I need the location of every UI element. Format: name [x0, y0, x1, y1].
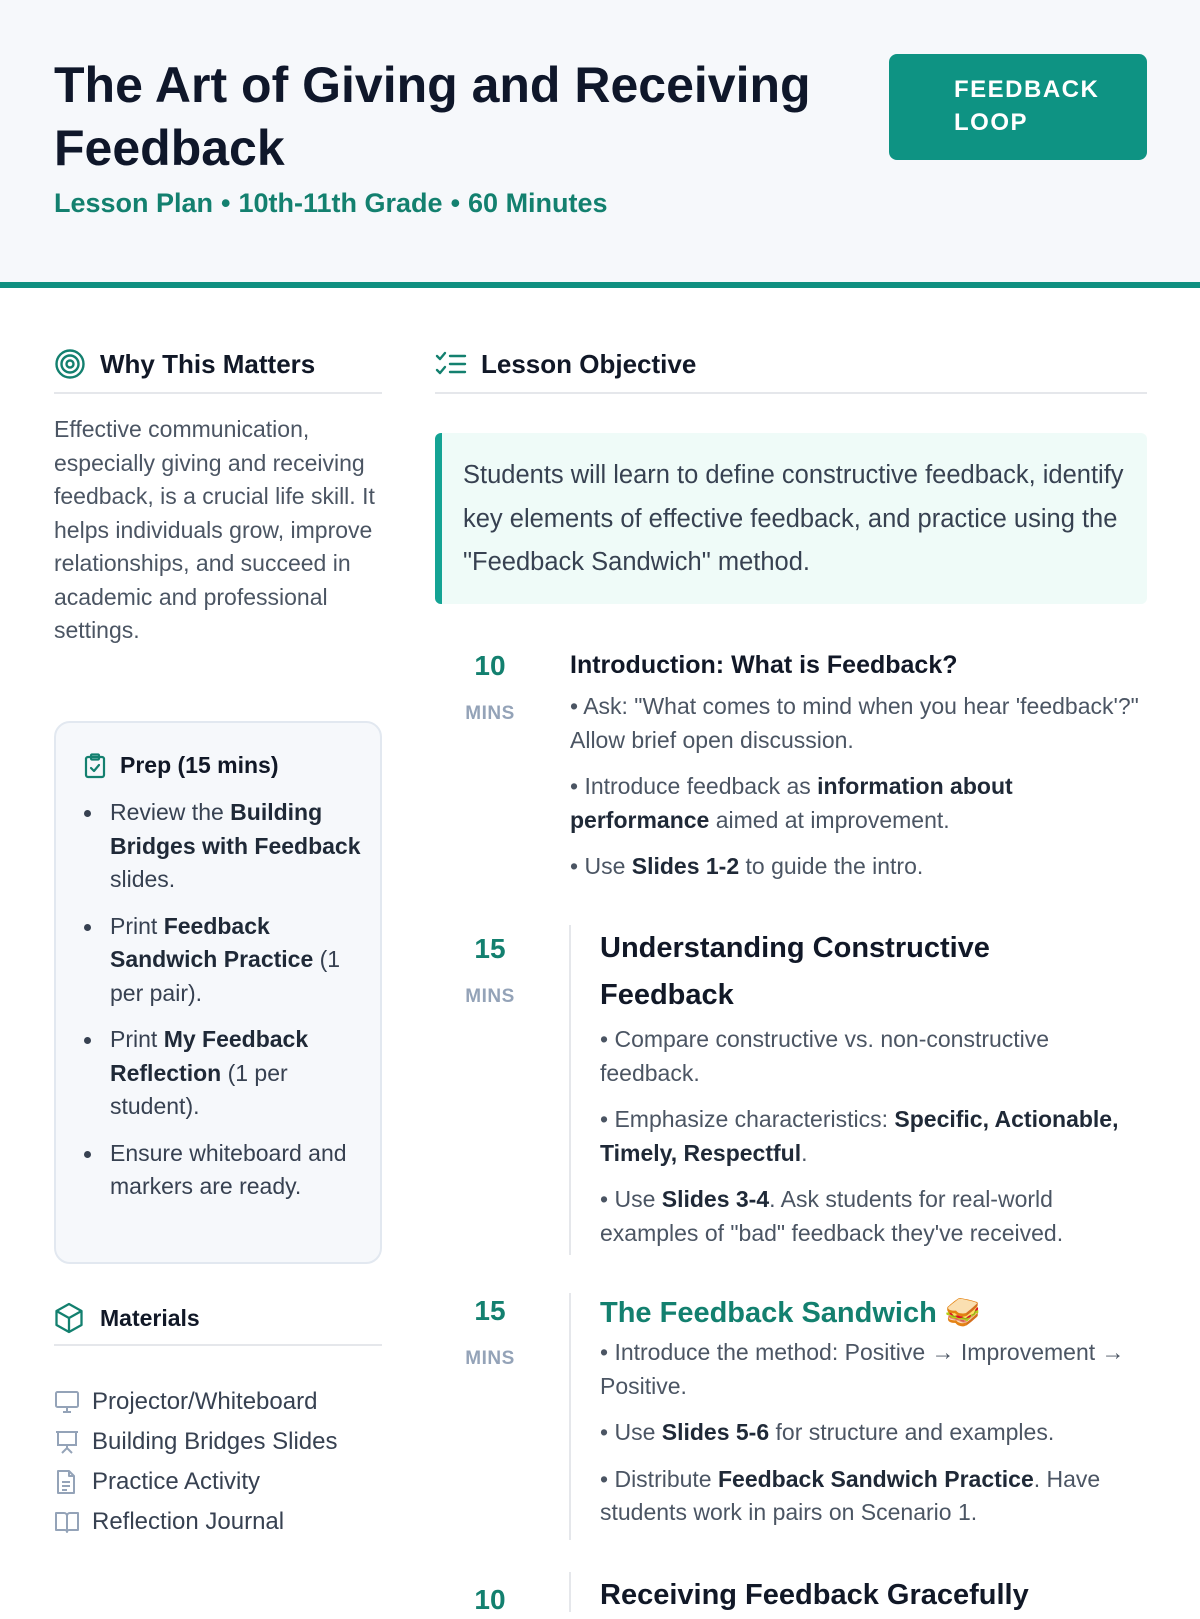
step-minutes: 10 [474, 650, 506, 681]
why-text: Effective communication, especially giving and receiving feedback, is a crucial life skill. It helps individuals grow, improve relationships, and succeed in academic and professional settings. [54, 416, 375, 643]
step-minutes-label: MINS [465, 986, 515, 1007]
presentation-icon [54, 1430, 92, 1454]
clipboard-check-icon [84, 753, 106, 779]
page-header [0, 0, 1200, 288]
prep-item: Review the Building Bridges with Feedback slides. [82, 796, 364, 897]
step-content [570, 646, 1150, 884]
book-icon [54, 1510, 92, 1534]
why-heading: Why This Matters [100, 348, 316, 379]
step-bullet: • Use Slides 3-4. Ask students for real-world examples of "bad" feedback they've received. [600, 1183, 1149, 1250]
materials-heading-row [54, 1296, 382, 1346]
step-title: Introduction: What is Feedback? [570, 651, 958, 679]
step-bullet: • Use Slides 5-6 for structure and examples. [600, 1416, 1149, 1450]
prep-item: Print Feedback Sandwich Practice (1 per pair). [82, 910, 364, 1011]
step-bullet: • Distribute Feedback Sandwich Practice. Have students work in pairs on Scenario 1. [600, 1463, 1149, 1530]
feedback-loop-badge [889, 54, 1147, 160]
step-minutes: 15 [474, 1295, 506, 1326]
prep-item: Ensure whiteboard and markers are ready. [82, 1137, 364, 1204]
step-bullet: • Compare constructive vs. non-constructive feedback. [600, 1023, 1149, 1090]
material-item: Projector/Whiteboard [54, 1382, 384, 1422]
step-minutes-label: MINS [465, 703, 515, 724]
prep-item: Print My Feedback Reflection (1 per student). [82, 1023, 364, 1124]
step-minutes: 15 [474, 933, 506, 964]
subtitle-separator: • [450, 188, 461, 218]
objective-heading: Lesson Objective [481, 348, 697, 379]
objective-heading-row [435, 342, 1147, 394]
materials-list [54, 1382, 384, 1542]
page-subtitle [54, 188, 608, 219]
step-bullet: • Introduce the method: Positive → Improvement → Positive. [600, 1336, 1149, 1403]
prep-list [82, 796, 364, 1217]
subtitle-duration: 60 Minutes [468, 188, 608, 218]
step-content [569, 1572, 1149, 1612]
step-title: Understanding Constructive Feedback [600, 932, 990, 1011]
step-bullet: • Ask: "What comes to mind when you hear 'feedback'?" Allow brief open discussion. [570, 690, 1150, 757]
material-item: Practice Activity [54, 1462, 384, 1502]
step-bullet: • Emphasize characteristics: Specific, Actionable, Timely, Respectful. [600, 1103, 1149, 1170]
step-minutes-label: MINS [465, 1348, 515, 1369]
material-item: Reflection Journal [54, 1502, 384, 1542]
step-bullet: • Introduce feedback as information about performance aimed at improvement. [570, 770, 1150, 837]
badge-line-1: FEEDBACK [954, 76, 1100, 103]
document-icon [54, 1469, 92, 1495]
prep-heading: Prep (15 mins) [120, 752, 279, 778]
step-bullet: • Use Slides 1-2 to guide the intro. [570, 850, 1150, 884]
subtitle-separator: • [221, 188, 231, 218]
why-heading-row [54, 342, 382, 394]
prep-card [54, 721, 382, 1264]
prep-heading-row [84, 752, 279, 779]
objective-callout: Students will learn to define constructive feedback, identify key elements of effective feedback, and practice using the "Feedback Sandwich" method. [435, 433, 1147, 604]
material-item: Building Bridges Slides [54, 1422, 384, 1462]
badge-line-2: LOOP [954, 109, 1029, 136]
step-title: The Feedback Sandwich 🥪 [600, 1297, 981, 1329]
list-checks-icon [435, 350, 467, 378]
step-title: Receiving Feedback Gracefully [600, 1579, 1029, 1611]
monitor-icon [54, 1390, 92, 1414]
step-content [569, 1293, 1149, 1540]
step-content [569, 925, 1149, 1255]
subtitle-grade: 10th-11th Grade [238, 188, 443, 218]
step-minutes: 10 [474, 1584, 506, 1615]
box-icon [54, 1302, 84, 1334]
target-icon [54, 348, 86, 380]
page-title: The Art of Giving and Receiving Feedback [54, 57, 811, 176]
subtitle-type: Lesson Plan [54, 188, 214, 218]
materials-heading: Materials [100, 1304, 200, 1331]
